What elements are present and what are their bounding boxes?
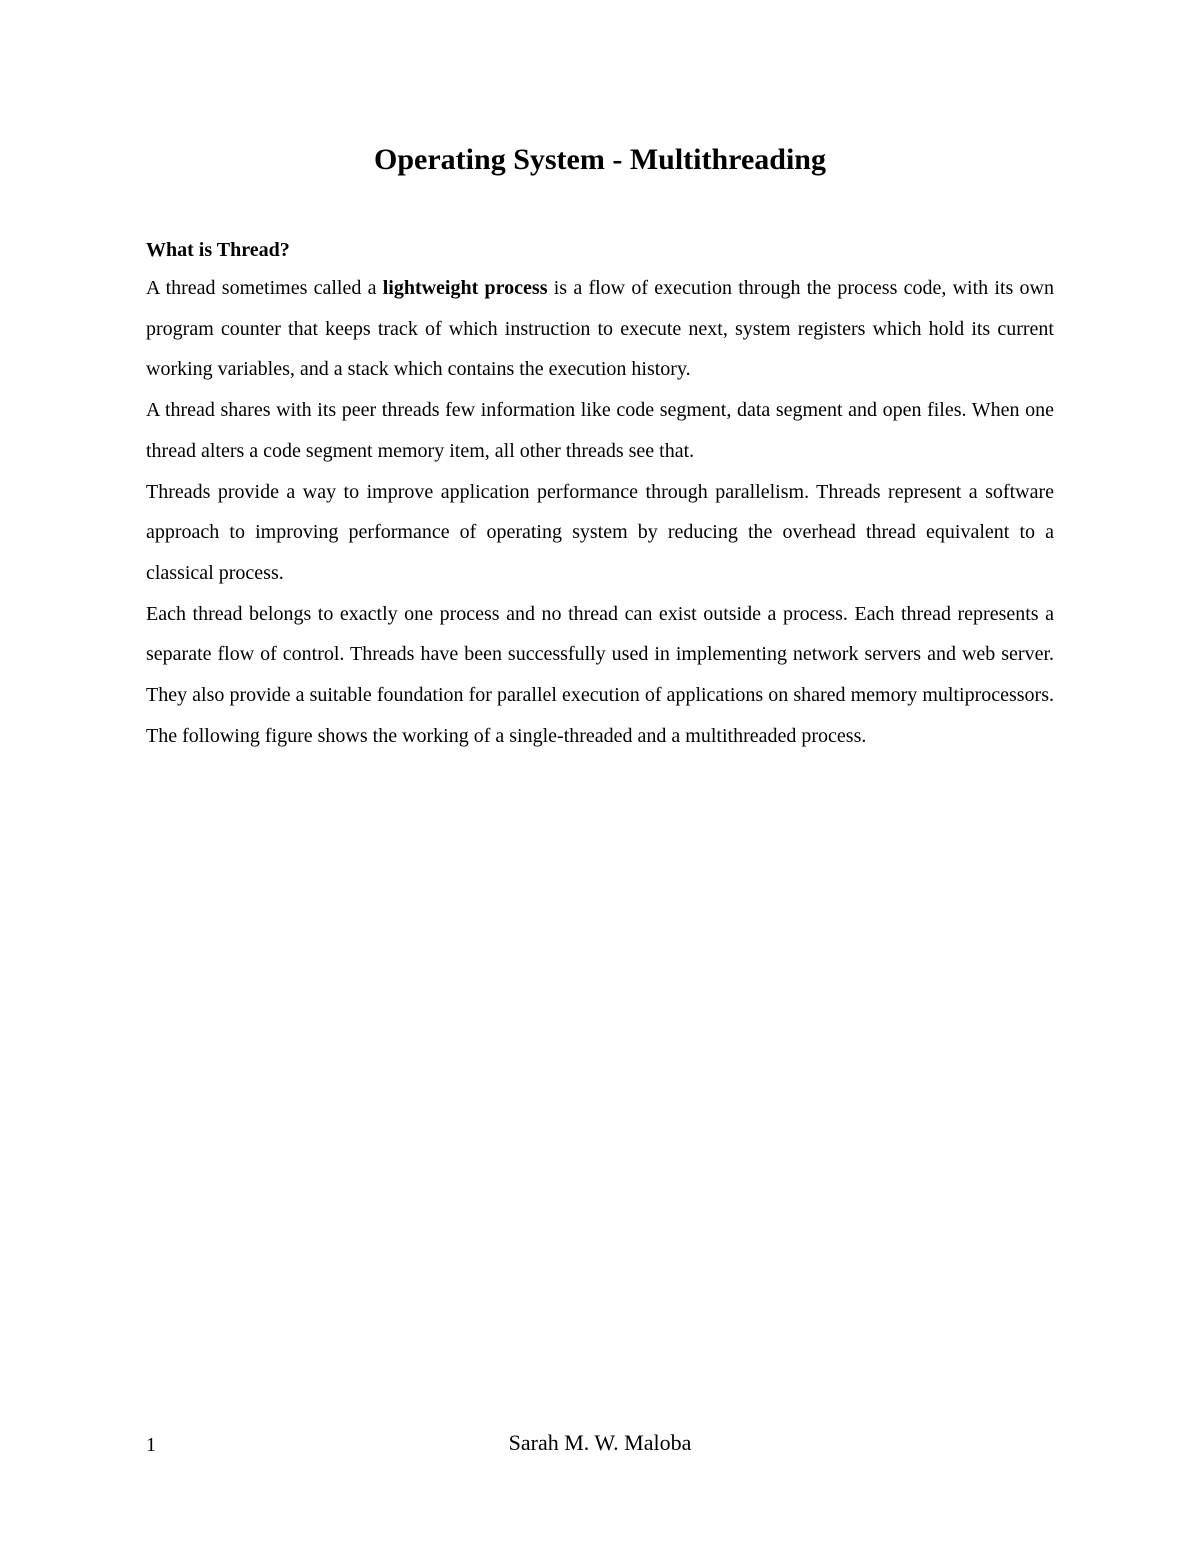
paragraph-shared-resources: A thread shares with its peer threads few information like code segment, data segment and open files. When one thread alters a code segment memory item, all other threads see that. xyxy=(146,399,1054,462)
page-title: Operating System - Multithreading xyxy=(374,143,826,176)
document-body xyxy=(146,232,1054,756)
paragraph-text: is a flow of execution through the process code, with its own program counter that keeps track of which instruction to execute next, system registers which hold its current working variables, and a stack which contains the execution history. xyxy=(146,277,1055,381)
paragraph-process-relation: Each thread belongs to exactly one process and no thread can exist outside a process. Each thread represents a separate flow of control. Threads have been successfully used in implementing network servers and web server. They also provide a suitable foundation for parallel execution of applications on shared memory multiprocessors. The following figure shows the working of a single-threaded and a multithreaded process. xyxy=(146,602,1054,747)
paragraph-text: A thread sometimes called a xyxy=(146,277,383,299)
section-heading: What is Thread? xyxy=(146,239,290,261)
bold-term: lightweight process xyxy=(382,277,548,299)
paragraph-performance: Threads provide a way to improve application performance through parallelism. Threads represent a software approach to improving performance of operating system by reducing the overhead thread equivalent to a classical process. xyxy=(146,480,1054,584)
paragraph-thread-definition xyxy=(146,268,1054,390)
page-number: 1 xyxy=(146,1434,156,1456)
footer-author: Sarah M. W. Maloba xyxy=(508,1430,692,1455)
